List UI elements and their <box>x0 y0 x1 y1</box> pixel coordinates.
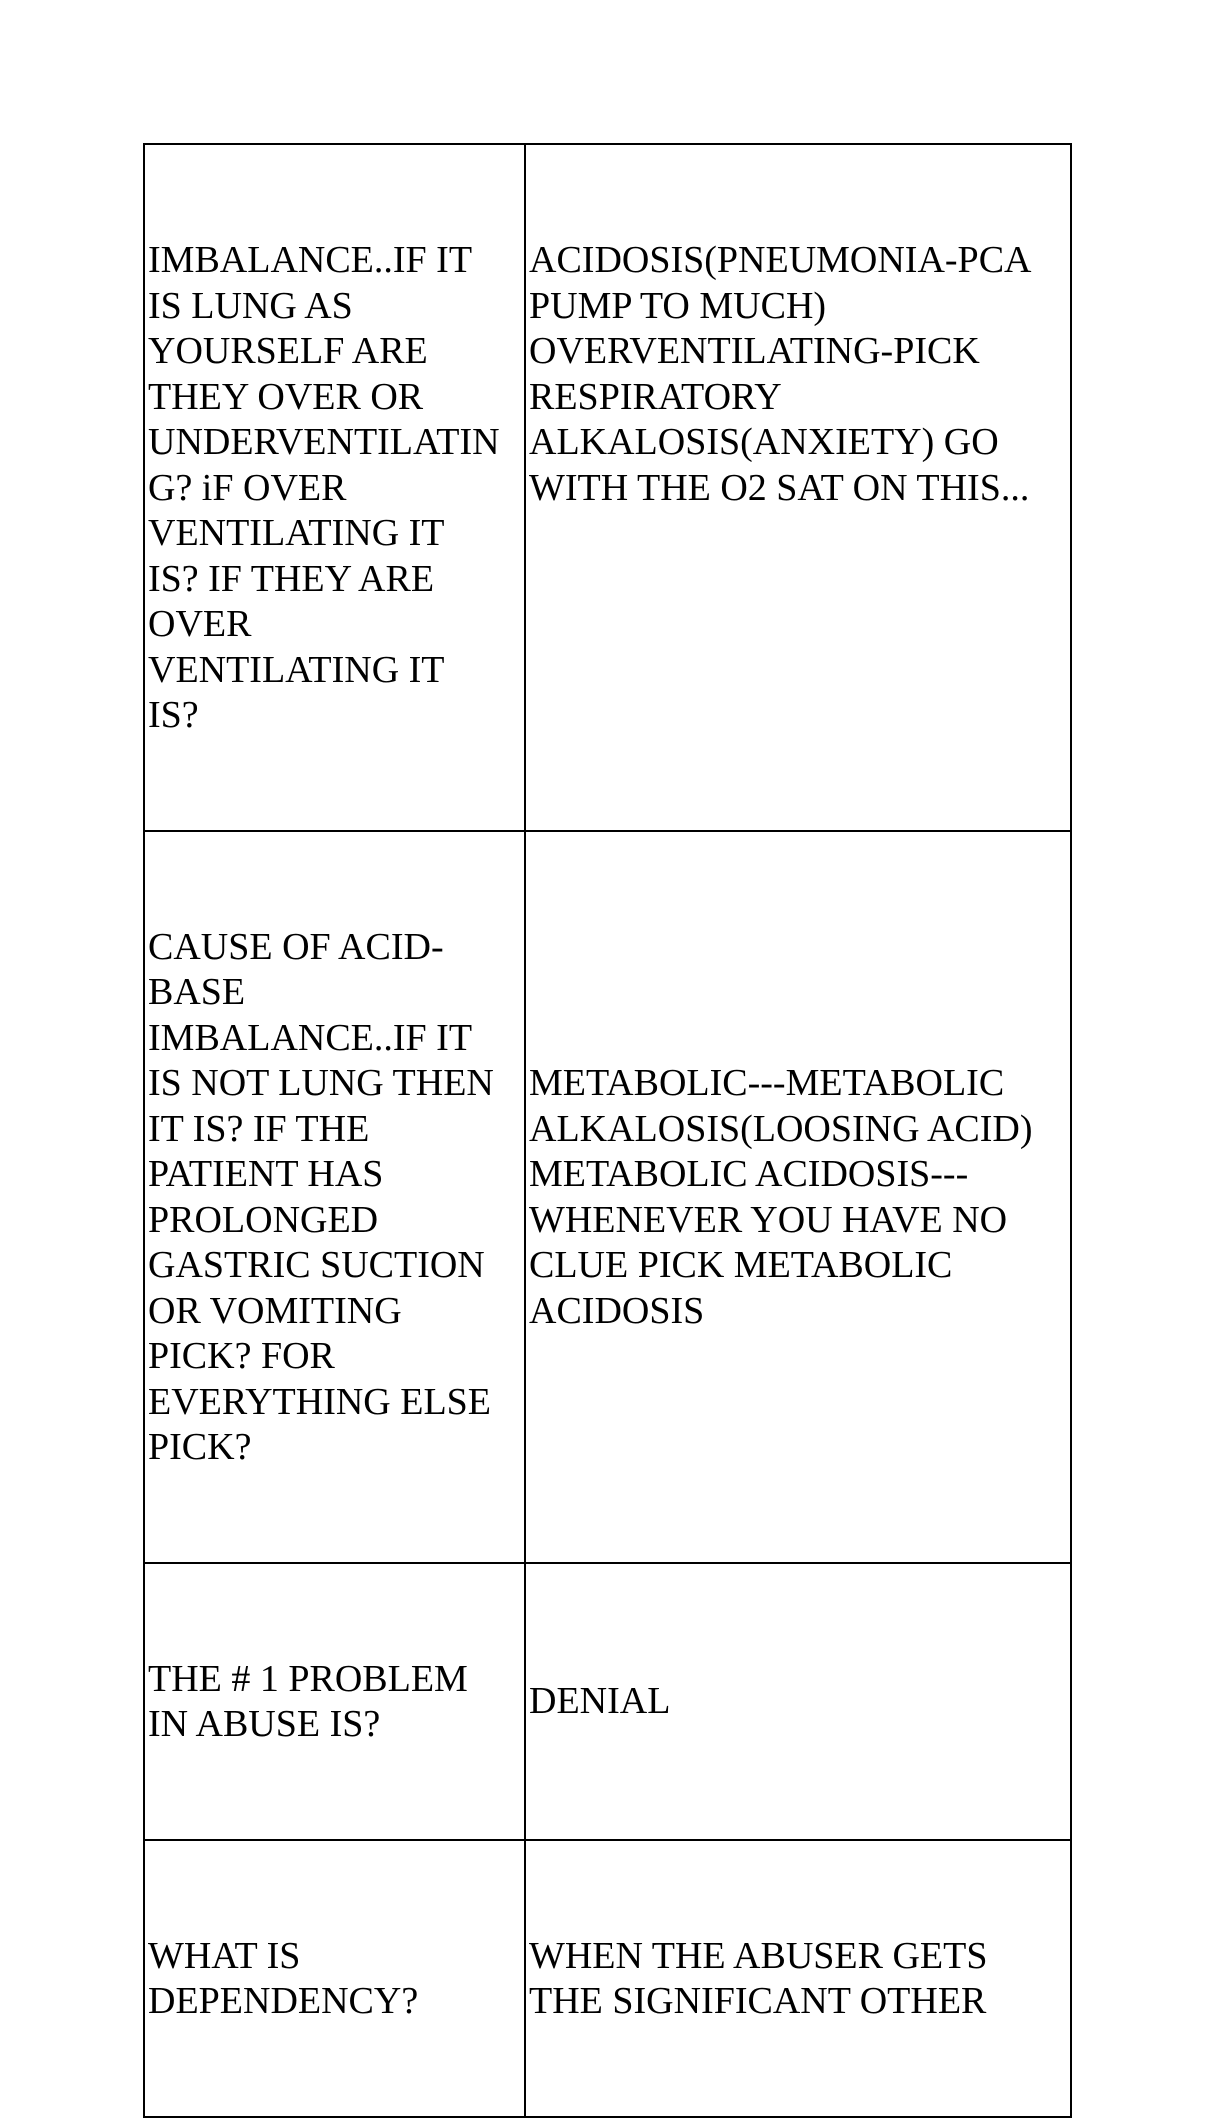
flashcard-table <box>143 143 1072 2118</box>
answer-cell <box>525 1563 1071 1840</box>
table-row <box>144 1563 1071 1840</box>
table-row <box>144 831 1071 1563</box>
question-cell <box>144 831 525 1563</box>
answer-text: ACIDOSIS(PNEUMONIA-PCA PUMP TO MUCH) OVERVENTILATING-PICK RESPIRATORY ALKALOSIS(ANXIETY) GO WITH THE O2 SAT ON THIS... <box>529 239 1032 509</box>
table-row <box>144 1840 1071 2117</box>
question-text: CAUSE OF ACID- BASE IMBALANCE..IF IT IS NOT LUNG THEN IT IS? IF THE PATIENT HAS PROLONGED GASTRIC SUCTION OR VOMITING PICK? FOR EVERYTHING ELSE PICK? <box>148 925 494 1468</box>
answer-cell <box>525 144 1071 831</box>
answer-text: DENIAL <box>529 1680 671 1723</box>
answer-text: METABOLIC---METABOLIC ALKALOSIS(LOOSING ACID) METABOLIC ACIDOSIS--- WHENEVER YOU HAVE NO CLUE PICK METABOLIC ACIDOSIS <box>529 1062 1033 1332</box>
question-cell <box>144 1840 525 2117</box>
question-text: IMBALANCE..IF IT IS LUNG AS YOURSELF ARE THEY OVER OR UNDERVENTILATIN G? iF OVER VENTILATING IT IS? IF THEY ARE OVER VENTILATING IT IS? <box>148 239 500 736</box>
answer-cell <box>525 1840 1071 2117</box>
answer-text: WHEN THE ABUSER GETS THE SIGNIFICANT OTHER <box>529 1934 988 2022</box>
answer-cell <box>525 831 1071 1563</box>
question-cell <box>144 144 525 831</box>
table-row <box>144 144 1071 831</box>
question-text: THE # 1 PROBLEM IN ABUSE IS? <box>148 1657 468 1745</box>
question-cell <box>144 1563 525 1840</box>
question-text: WHAT IS DEPENDENCY? <box>148 1934 419 2022</box>
